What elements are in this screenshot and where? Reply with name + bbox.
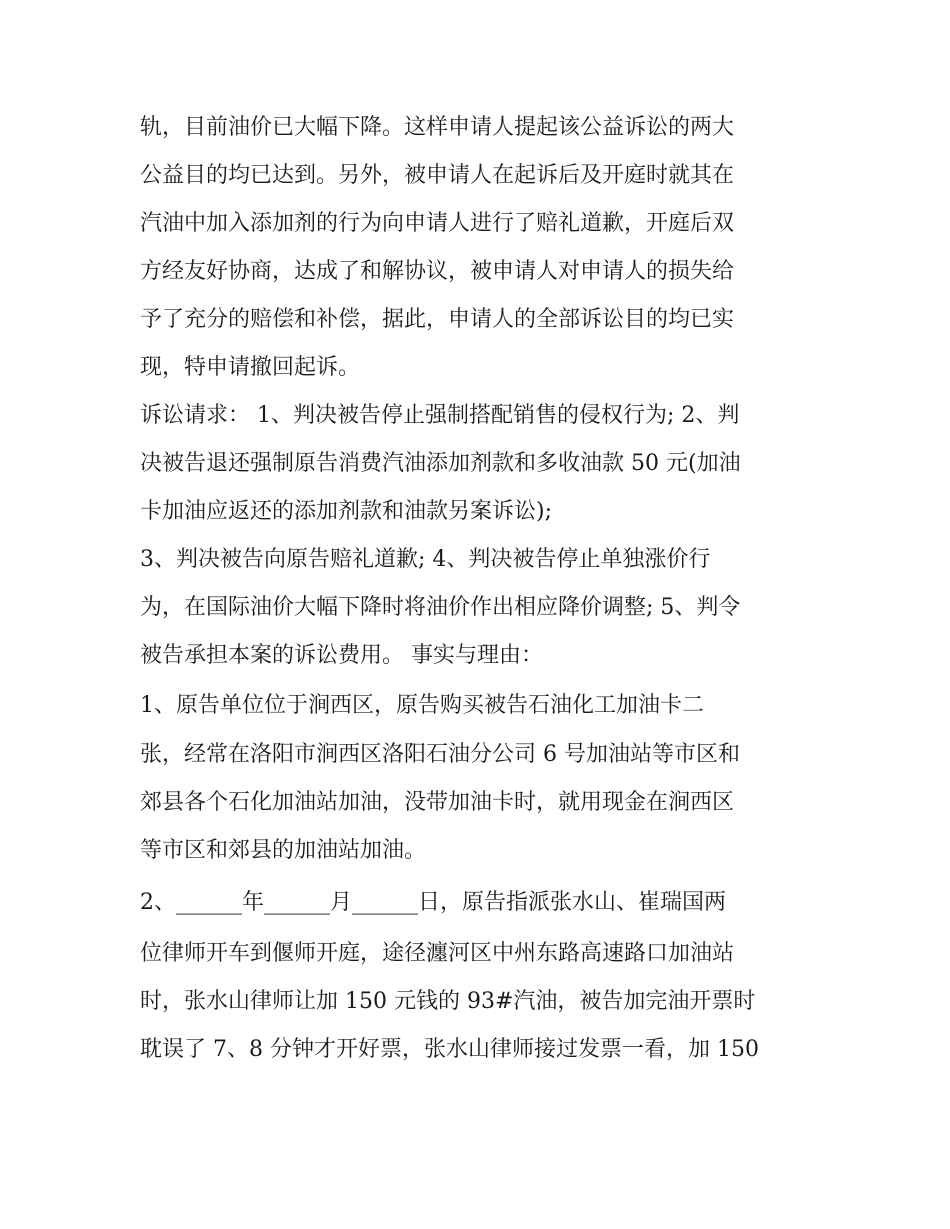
text-line: 为，在国际油价大幅下降时将油价作出相应降价调整; 5、判令 bbox=[140, 595, 741, 620]
text-line: 郊县各个石化加油站加油，没带加油卡时，就用现金在涧西区 bbox=[140, 790, 735, 815]
text-line: 诉讼请求： 1、判决被告停止强制搭配销售的侵权行为; 2、判 bbox=[140, 403, 740, 428]
text-line: 汽油中加入添加剂的行为向申请人进行了赔礼道歉，开庭后双 bbox=[140, 211, 735, 236]
text-line: 1、原告单位位于涧西区，原告购买被告石油化工加油卡二 bbox=[140, 693, 704, 718]
text-line: 位律师开车到偃师开庭，途径瀍河区中州东路高速路口加油站 bbox=[140, 941, 735, 966]
text-line: 2、______年______月______日，原告指派张水山、崔瑞国两 bbox=[140, 890, 726, 915]
text-line: 张，经常在洛阳市涧西区洛阳石油分公司 6 号加油站等市区和 bbox=[140, 742, 740, 767]
text-line: 决被告退还强制原告消费汽油添加剂款和多收油款 50 元(加油 bbox=[140, 451, 741, 476]
text-line: 予了充分的赔偿和补偿，据此，申请人的全部诉讼目的均已实 bbox=[140, 307, 735, 332]
text-line: 时，张水山律师让加 150 元钱的 93#汽油，被告加完油开票时 bbox=[140, 989, 756, 1014]
text-line: 被告承担本案的诉讼费用。 事实与理由： bbox=[140, 643, 543, 668]
text-line: 耽误了 7、8 分钟才开好票，张水山律师接过发票一看，加 150 bbox=[140, 1037, 759, 1062]
text-line: 轨，目前油价已大幅下降。这样申请人提起该公益诉讼的两大 bbox=[140, 115, 735, 140]
text-line: 卡加油应返还的添加剂款和油款另案诉讼); bbox=[140, 499, 552, 524]
text-line: 等市区和郊县的加油站加油。 bbox=[140, 838, 427, 863]
text-line: 方经友好协商，达成了和解协议，被申请人对申请人的损失给 bbox=[140, 259, 735, 284]
text-line: 公益目的均已达到。另外，被申请人在起诉后及开庭时就其在 bbox=[140, 163, 735, 188]
text-line: 现，特申请撤回起诉。 bbox=[140, 355, 361, 380]
document-body bbox=[140, 104, 820, 1074]
text-line: 3、判决被告向原告赔礼道歉; 4、判决被告停止单独涨价行 bbox=[140, 547, 711, 572]
